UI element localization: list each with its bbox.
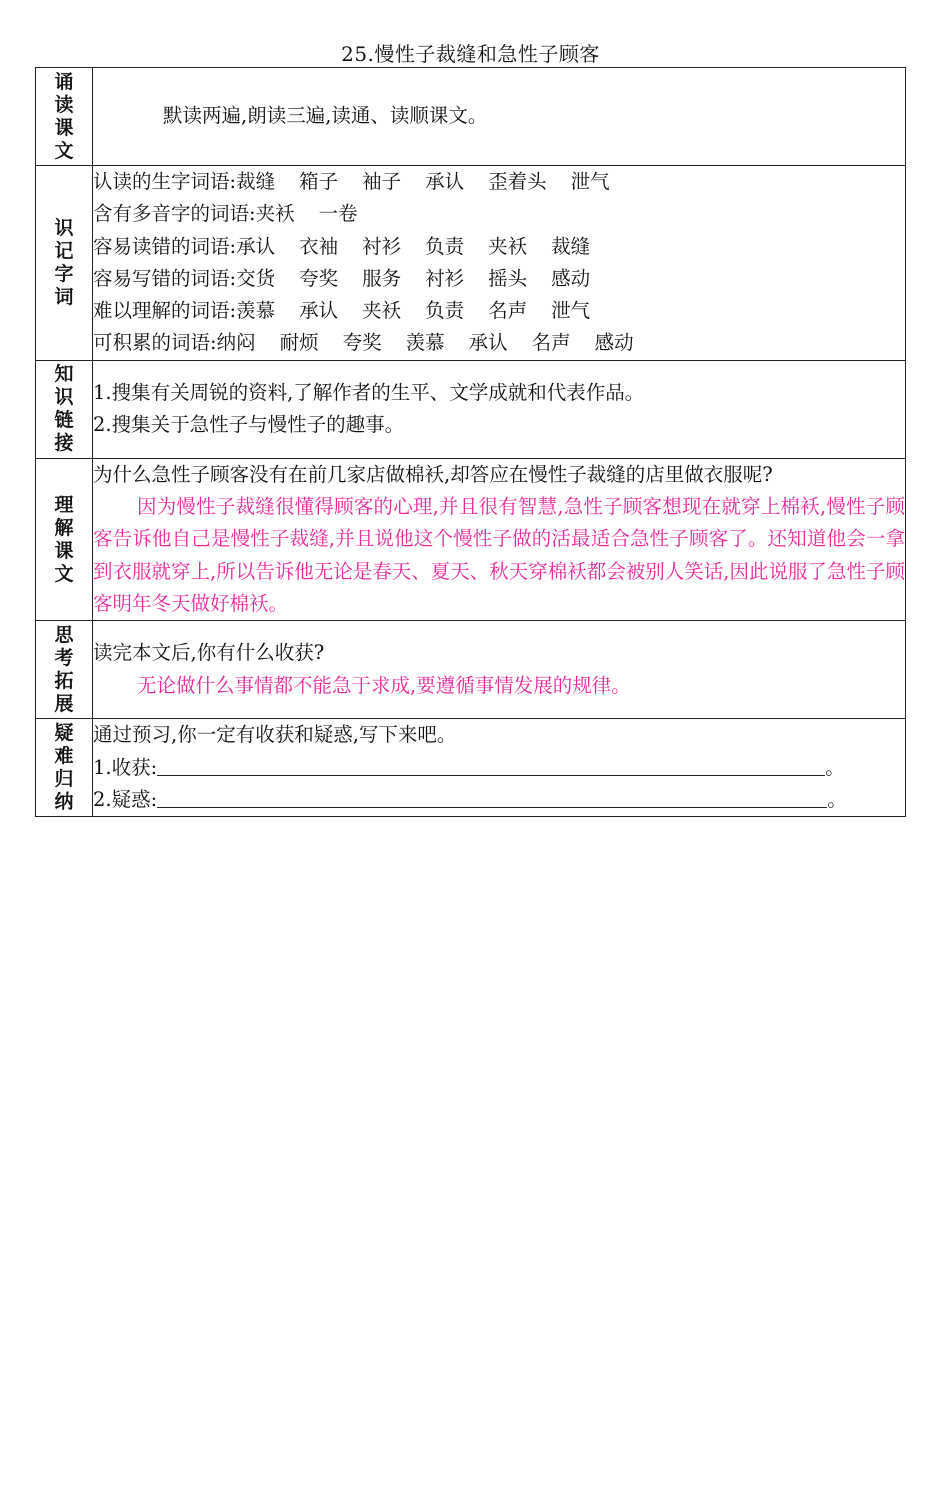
word-item: 耐烦: [279, 331, 319, 355]
word-item: 羡慕: [405, 331, 445, 355]
doubt-blank[interactable]: [157, 785, 827, 808]
header-think: 思考拓展: [36, 621, 93, 719]
word-item: 负责: [425, 299, 465, 323]
think-question: 读完本文后,你有什么收获?: [93, 641, 325, 665]
word-line: [93, 327, 905, 359]
row-words: [36, 166, 906, 361]
word-item: 感动: [551, 266, 591, 290]
cell-understand: [93, 458, 906, 620]
knowledge-item: 1.搜集有关周锐的资料,了解作者的生平、文学成就和代表作品。: [93, 380, 645, 404]
word-item: 承认: [299, 299, 339, 323]
word-line: [93, 166, 905, 198]
word-line-label: 容易写错的词语:: [93, 266, 237, 290]
cell-think: [93, 621, 906, 719]
word-line-label: 含有多音字的词语:: [93, 202, 256, 226]
word-item: 负责: [425, 234, 465, 258]
word-item: 衬衫: [362, 234, 402, 258]
cell-read: [93, 68, 906, 166]
word-line: [93, 198, 905, 230]
header-doubt: 疑难归纳: [36, 719, 93, 817]
word-item: 歪着头: [488, 170, 547, 193]
word-item: 夹袄: [255, 202, 295, 226]
word-item: 裁缝: [236, 170, 276, 193]
word-item: 衬衫: [425, 266, 465, 290]
understand-answer: 因为慢性子裁缝很懂得顾客的心理,并且很有智慧,急性子顾客想现在就穿上棉袄,慢性子顾客告诉他自己是慢性子裁缝,并且说他这个慢性子做的活最适合急性子顾客了。还知道他会一拿到衣服就穿上,所以告诉他无论是春天、夏天、秋天穿棉袄都会被别人笑话,因此说服了急性子顾客明年冬天做好棉袄。: [93, 495, 905, 615]
word-item: 一卷: [318, 202, 358, 226]
cell-words: [93, 166, 906, 361]
word-item: 羡慕: [236, 299, 276, 323]
word-item: 夸奖: [299, 266, 339, 290]
row-think: [36, 621, 906, 719]
word-item: 服务: [362, 266, 402, 290]
row-read: [36, 68, 906, 166]
header-read: 诵读课文: [36, 68, 93, 166]
doubt-end-mark: 。: [827, 787, 847, 811]
header-knowledge: 知识链接: [36, 360, 93, 458]
row-doubt: [36, 719, 906, 817]
gain-end-mark: 。: [825, 755, 845, 779]
word-line-label: 容易读错的词语:: [93, 234, 237, 258]
doubt-label: 2.疑惑:: [93, 787, 158, 811]
worksheet-table: [35, 67, 906, 817]
word-item: 夸奖: [342, 331, 382, 355]
header-words: 识记字词: [36, 166, 93, 361]
word-item: 名声: [531, 331, 571, 355]
word-item: 纳闷: [216, 331, 256, 355]
word-item: 承认: [425, 170, 465, 193]
word-line-label: 难以理解的词语:: [93, 299, 237, 323]
word-item: 夹袄: [362, 299, 402, 323]
knowledge-item: 2.搜集关于急性子与慢性子的趣事。: [93, 413, 405, 437]
word-item: 承认: [468, 331, 508, 355]
doubt-line: [93, 784, 905, 816]
word-item: 名声: [488, 299, 528, 323]
word-item: 裁缝: [551, 234, 591, 258]
word-line: [93, 263, 905, 295]
cell-knowledge: [93, 360, 906, 458]
word-item: 泄气: [551, 299, 591, 323]
think-answer: 无论做什么事情都不能急于求成,要遵循事情发展的规律。: [137, 673, 631, 697]
row-knowledge: [36, 360, 906, 458]
word-item: 夹袄: [488, 234, 528, 258]
word-item: 袖子: [362, 170, 402, 193]
row-understand: [36, 458, 906, 620]
word-item: 交货: [236, 266, 276, 290]
understand-question: 为什么急性子顾客没有在前几家店做棉袄,却答应在慢性子裁缝的店里做衣服呢?: [93, 462, 773, 486]
word-item: 箱子: [299, 170, 339, 193]
doubt-intro: 通过预习,你一定有收获和疑惑,写下来吧。: [93, 723, 457, 747]
word-line-label: 认读的生字词语:: [93, 170, 237, 193]
word-item: 衣袖: [299, 234, 339, 258]
gain-line: [93, 752, 905, 784]
word-line: [93, 295, 905, 327]
word-item: 摇头: [488, 266, 528, 290]
cell-doubt: [93, 719, 906, 817]
read-instruction: 默读两遍,朗读三遍,读通、读顺课文。: [163, 104, 488, 128]
gain-label: 1.收获:: [93, 755, 158, 779]
word-item: 承认: [236, 234, 276, 258]
word-line: [93, 231, 905, 263]
gain-blank[interactable]: [157, 753, 825, 776]
page-title: 25.慢性子裁缝和急性子顾客: [341, 42, 600, 66]
header-understand: 理解课文: [36, 458, 93, 620]
word-line-label: 可积累的词语:: [93, 331, 217, 355]
word-item: 感动: [594, 331, 634, 355]
word-item: 泄气: [570, 170, 610, 193]
